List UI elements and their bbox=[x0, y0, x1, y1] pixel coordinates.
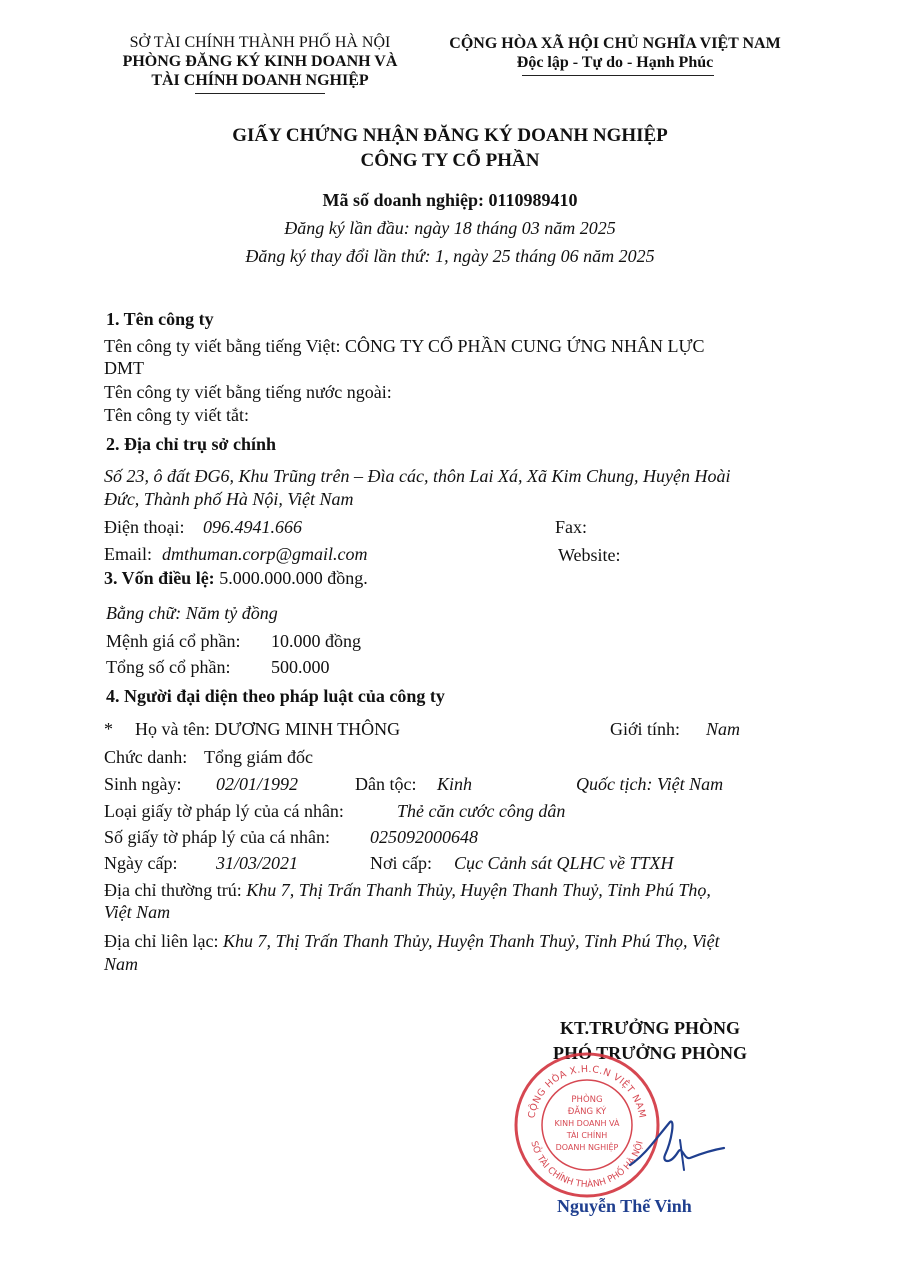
permanent-address-label: Địa chỉ thường trú: bbox=[104, 880, 242, 900]
section3-capital bbox=[104, 568, 368, 589]
issue-date-value: 31/03/2021 bbox=[216, 853, 299, 873]
ethnicity-label: Dân tộc: bbox=[355, 774, 417, 794]
national-motto: Độc lập - Tự do - Hạnh Phúc bbox=[516, 54, 714, 71]
handwritten-signature bbox=[620, 1110, 730, 1180]
permanent-address-value: Khu 7, Thị Trấn Thanh Thủy, Huyện Thanh Thuỷ, Tỉnh Phú Thọ, bbox=[246, 880, 711, 900]
seal-center-2: ĐĂNG KÝ bbox=[567, 1107, 607, 1117]
signer-title: PHÓ TRƯỞNG PHÒNG bbox=[552, 1043, 747, 1063]
header-left-underline bbox=[195, 93, 325, 94]
email-value: dmthuman.corp@gmail.com bbox=[162, 544, 368, 564]
company-name-vn bbox=[104, 336, 704, 357]
total-shares-label: Tổng số cổ phần: bbox=[106, 657, 231, 677]
company-name-vn-label: Tên công ty viết bằng tiếng Việt: bbox=[104, 336, 341, 356]
header-right-underline bbox=[522, 75, 714, 76]
ethnicity-value: Kinh bbox=[437, 774, 473, 794]
contact-address-label: Địa chỉ liên lạc: bbox=[104, 931, 219, 951]
rep-name bbox=[135, 719, 400, 740]
section4-heading: 4. Người đại diện theo pháp luật của công ty bbox=[106, 686, 445, 706]
website-label: Website: bbox=[558, 545, 621, 565]
capital-in-words: Bằng chữ: Năm tỷ đồng bbox=[106, 603, 278, 623]
position-value: Tổng giám đốc bbox=[204, 747, 313, 767]
seal-center-1: PHÒNG bbox=[571, 1095, 603, 1105]
gender-label: Giới tính: bbox=[610, 719, 681, 739]
contact-address-value: Khu 7, Thị Trấn Thanh Thủy, Huyện Thanh Thuỷ, Tỉnh Phú Thọ, Việt bbox=[222, 931, 720, 951]
fax-label: Fax: bbox=[555, 517, 588, 537]
company-name-vn-cont: DMT bbox=[104, 358, 144, 378]
rep-name-label: Họ và tên: bbox=[135, 719, 210, 739]
dob-label: Sinh ngày: bbox=[104, 774, 182, 794]
phone-label: Điện thoại: bbox=[104, 517, 185, 537]
seal-center-5: DOANH NGHIỆP bbox=[555, 1143, 619, 1152]
email-label: Email: bbox=[104, 544, 152, 564]
phone-value: 096.4941.666 bbox=[203, 517, 302, 537]
issuer-department: SỞ TÀI CHÍNH THÀNH PHỐ HÀ NỘI bbox=[129, 34, 391, 51]
company-name-foreign-label: Tên công ty viết bằng tiếng nước ngoài: bbox=[104, 382, 392, 402]
section3-heading: 3. Vốn điều lệ: bbox=[104, 568, 215, 588]
issuer-office-line2: TÀI CHÍNH DOANH NGHIỆP bbox=[151, 72, 369, 89]
business-code: Mã số doanh nghiệp: 0110989410 bbox=[322, 190, 578, 210]
bullet-star: * bbox=[104, 719, 113, 739]
dob-value: 02/01/1992 bbox=[216, 774, 299, 794]
seal-ring-bottom: SỞ TÀI CHÍNH THÀNH PHỐ HÀ NỘI bbox=[528, 1140, 646, 1191]
position-label: Chức danh: bbox=[104, 747, 188, 767]
id-number-value: 025092000648 bbox=[370, 827, 478, 847]
contact-address bbox=[104, 931, 720, 952]
signer-name: Nguyễn Thế Vinh bbox=[557, 1196, 692, 1216]
company-type: CÔNG TY CỔ PHẦN bbox=[360, 150, 540, 171]
charter-capital-value: 5.000.000.000 đồng. bbox=[219, 568, 368, 588]
par-value: 10.000 đồng bbox=[271, 631, 361, 651]
company-name-vn-value: CÔNG TY CỔ PHẦN CUNG ỨNG NHÂN LỰC bbox=[345, 336, 705, 356]
total-shares-value: 500.000 bbox=[271, 657, 330, 677]
first-registration-date: Đăng ký lần đầu: ngày 18 tháng 03 năm 2025 bbox=[284, 218, 616, 238]
id-number-label: Số giấy tờ pháp lý của cá nhân: bbox=[104, 827, 330, 847]
par-value-label: Mệnh giá cổ phần: bbox=[106, 631, 241, 651]
section2-heading: 2. Địa chỉ trụ sở chính bbox=[106, 434, 276, 454]
gender-value: Nam bbox=[706, 719, 741, 739]
rep-name-value: DƯƠNG MINH THÔNG bbox=[214, 719, 401, 739]
id-type-label: Loại giấy tờ pháp lý của cá nhân: bbox=[104, 801, 344, 821]
national-title: CỘNG HÒA XÃ HỘI CHỦ NGHĨA VIỆT NAM bbox=[449, 35, 781, 52]
certificate-title: GIẤY CHỨNG NHẬN ĐĂNG KÝ DOANH NGHIỆP bbox=[232, 125, 668, 146]
issue-date-label: Ngày cấp: bbox=[104, 853, 178, 873]
issue-place-value: Cục Cảnh sát QLHC về TTXH bbox=[454, 853, 674, 873]
id-type-value: Thẻ căn cước công dân bbox=[397, 801, 566, 821]
nationality: Quốc tịch: Việt Nam bbox=[576, 774, 724, 794]
section1-heading: 1. Tên công ty bbox=[106, 309, 214, 329]
company-name-short-label: Tên công ty viết tắt: bbox=[104, 405, 249, 425]
head-office-address-line2: Đức, Thành phố Hà Nội, Việt Nam bbox=[104, 489, 354, 509]
seal-center-4: TÀI CHÍNH bbox=[566, 1131, 608, 1140]
contact-address-cont: Nam bbox=[104, 954, 139, 974]
signer-authority: KT.TRƯỞNG PHÒNG bbox=[560, 1018, 740, 1038]
seal-center-3: KINH DOANH VÀ bbox=[554, 1119, 620, 1128]
head-office-address-line1: Số 23, ô đất ĐG6, Khu Trũng trên – Đìa các, thôn Lai Xá, Xã Kim Chung, Huyện Hoài bbox=[104, 466, 731, 486]
permanent-address bbox=[104, 880, 711, 901]
permanent-address-cont: Việt Nam bbox=[104, 902, 171, 922]
seal-ring-top: CỘNG HÒA X.H.C.N VIỆT NAM bbox=[526, 1063, 648, 1120]
issue-place-label: Nơi cấp: bbox=[370, 853, 432, 873]
change-registration-date: Đăng ký thay đổi lần thứ: 1, ngày 25 tháng 06 năm 2025 bbox=[245, 246, 655, 266]
issuer-office-line1: PHÒNG ĐĂNG KÝ KINH DOANH VÀ bbox=[122, 53, 398, 70]
